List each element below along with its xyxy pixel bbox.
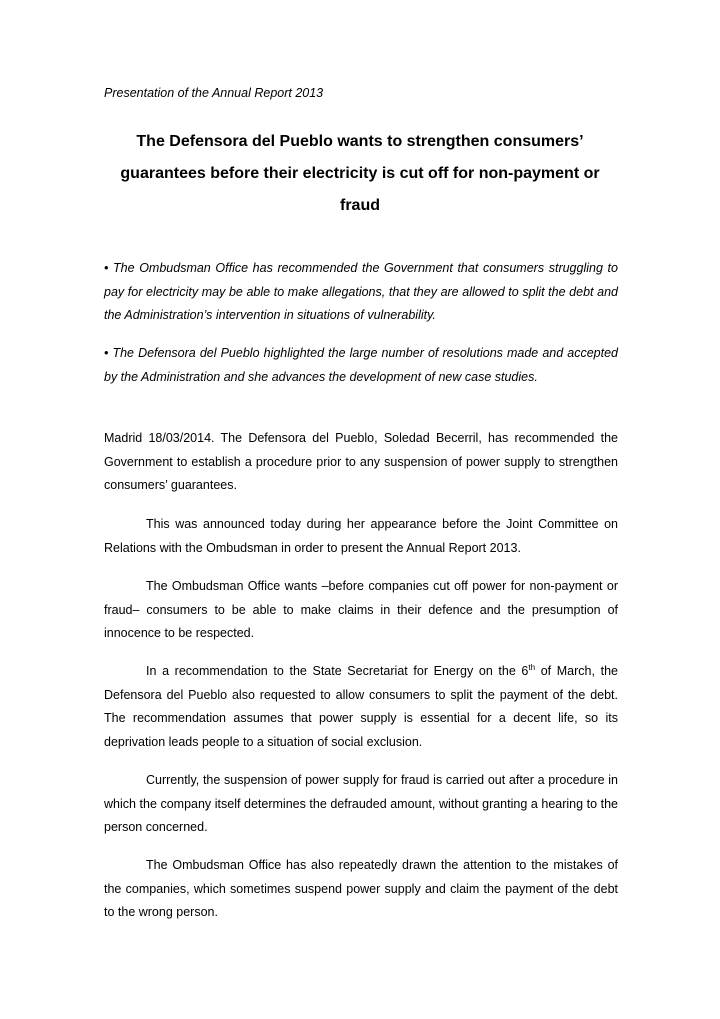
body-paragraph: This was announced today during her appearance before the Joint Committee on Relations with the Ombudsman in order to present the Annual Report 2013.: [104, 517, 618, 555]
intro-paragraph: Madrid 18/03/2014. The Defensora del Pueblo, Soledad Becerril, has recommended the Government to establish a procedure prior to any suspension of power supply to strengthen consumers’ guarantees.: [104, 431, 618, 492]
recommendation-text-end: of March, the Defensora del Pueblo also requested to allow consumers to split the payment of the debt. The recommendation assumes that power supply is essential for a decent life, so its deprivation leads people to a situation of social exclusion.: [104, 664, 618, 749]
recommendation-paragraph: [104, 660, 618, 754]
body-paragraph: The Ombudsman Office wants –before companies cut off power for non-payment or fraud– consumers to be able to make claims in their defence and the presumption of innocence to be respected.: [104, 579, 618, 640]
bullet-paragraph: • The Ombudsman Office has recommended the Government that consumers struggling to pay for electricity may be able to make allegations, that they are allowed to split the debt and the Administration’s intervention in situations of vulnerability.: [104, 261, 618, 322]
body-paragraph: Currently, the suspension of power supply for fraud is carried out after a procedure in which the company itself determines the defrauded amount, without granting a hearing to the person concerned.: [104, 773, 618, 834]
report-subtitle: Presentation of the Annual Report 2013: [104, 86, 324, 100]
body-paragraph: The Ombudsman Office has also repeatedly drawn the attention to the mistakes of the companies, which sometimes suspend power supply and claim the payment of the debt to the wrong person.: [104, 858, 618, 919]
page-title: The Defensora del Pueblo wants to strengthen consumers’ guarantees before their electricity is cut off for non-payment or fraud: [120, 133, 600, 214]
date-ordinal-suffix: th: [528, 663, 536, 672]
recommendation-text-start: In a recommendation to the State Secretariat for Energy on the 6: [146, 664, 529, 678]
bullet-paragraph: • The Defensora del Pueblo highlighted the large number of resolutions made and accepted by the Administration and she advances the development of new case studies.: [104, 346, 618, 384]
